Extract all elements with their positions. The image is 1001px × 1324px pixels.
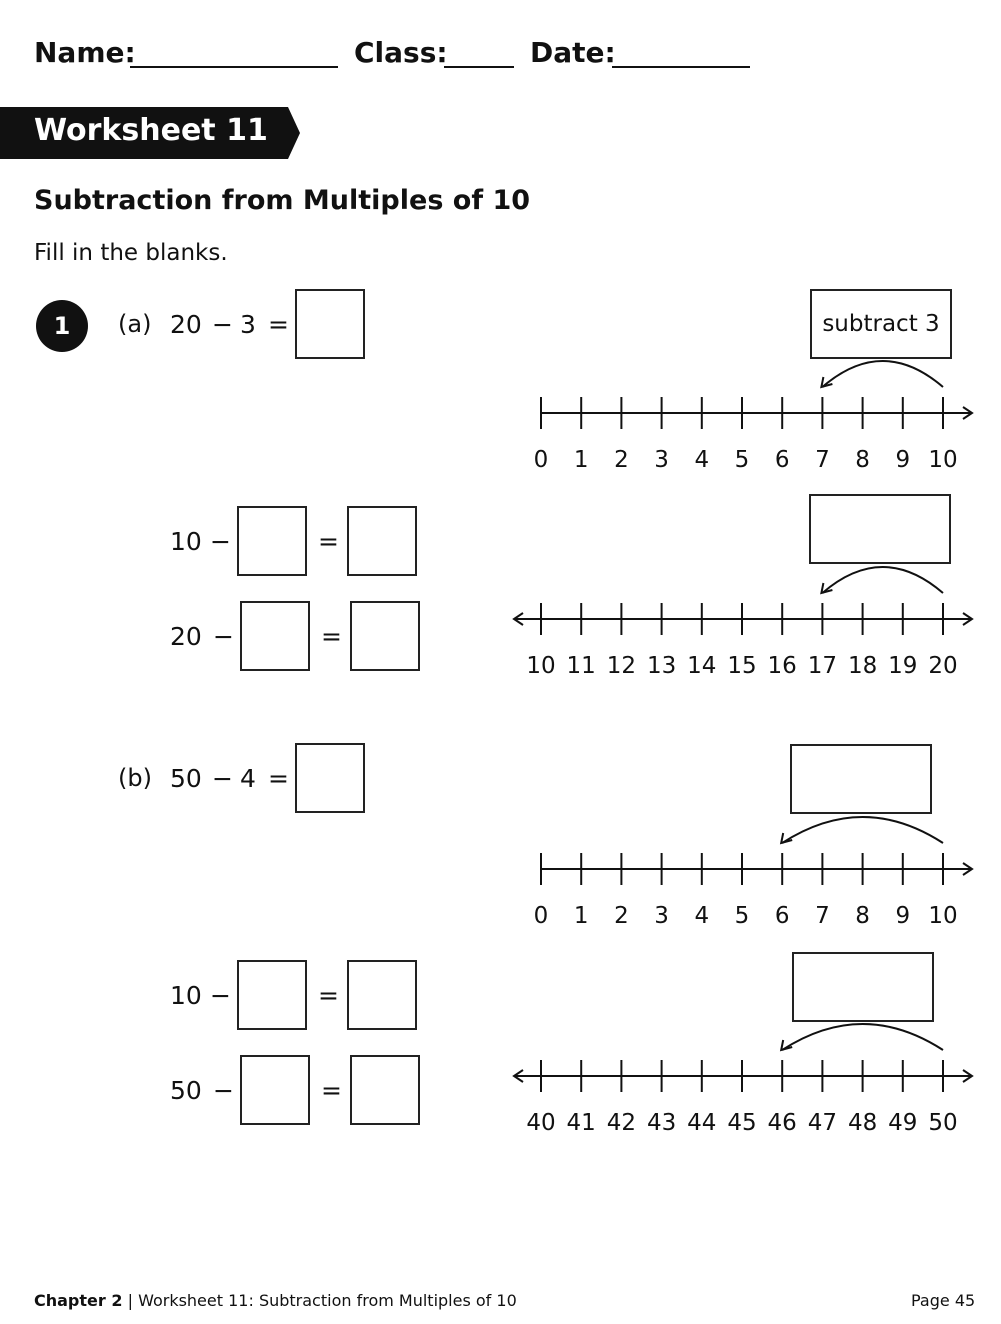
tick-label: 6 [774,903,790,929]
part-b-minus: − [212,764,233,793]
part-b-num-a: 50 [170,764,202,793]
number-line-b2 [514,1024,972,1136]
tick-label: 1 [573,903,589,929]
part-b-equals: = [268,764,289,793]
tick-label: 19 [888,653,918,679]
jump-arc [782,817,943,843]
part-a-equals: = [268,310,289,339]
jump-arc [782,1024,943,1050]
footer-title: Worksheet 11: Subtraction from Multiples of 10 [138,1291,517,1310]
tick-label: 0 [533,903,549,929]
tick-label: 2 [614,447,629,473]
part-a-step2-num: 20 [170,622,202,651]
worksheet-subtitle: Subtraction from Multiples of 10 [34,185,531,216]
tick-label: 7 [815,903,830,929]
footer-left [34,1291,517,1310]
number-line-a2 [514,567,972,679]
number-line-b1 [534,817,972,929]
tick-label: 14 [687,653,717,679]
tick-label: 10 [928,903,958,929]
tick-label: 9 [895,447,911,473]
date-label: Date: [530,36,616,69]
part-a-num-b: 3 [240,310,256,339]
part-a-minus: − [212,310,233,339]
part-a-step1-equals: = [318,527,339,556]
tick-label: 8 [855,447,870,473]
number-line-a1 [534,361,972,473]
class-label: Class: [354,36,448,69]
tick-label: 18 [847,653,878,679]
part-a-step2-minus: − [213,622,234,651]
tick-label: 43 [646,1110,677,1136]
tick-label: 46 [767,1110,797,1136]
instruction-text: Fill in the blanks. [34,240,228,266]
tick-label: 44 [687,1110,717,1136]
tick-label: 49 [888,1110,918,1136]
tick-label: 50 [928,1110,958,1136]
tick-label: 7 [815,447,830,473]
jump-arc [822,361,943,387]
tick-label: 13 [646,653,677,679]
part-b-step2-num: 50 [170,1076,202,1105]
name-label: Name: [34,36,136,69]
footer-separator: | [127,1291,133,1310]
tick-label: 5 [734,447,750,473]
part-b-label: (b) [118,764,152,792]
tick-label: 11 [566,653,596,679]
jump-arc [822,567,943,593]
part-b-step2-minus: − [213,1076,234,1105]
tick-label: 12 [606,653,637,679]
tick-label: 48 [847,1110,878,1136]
tick-label: 9 [895,903,911,929]
part-a-step1-num: 10 [170,527,202,556]
part-b-step1-num: 10 [170,981,202,1010]
tick-label: 41 [566,1110,596,1136]
tick-label: 10 [928,447,958,473]
tick-label: 47 [807,1110,838,1136]
tick-label: 4 [694,903,710,929]
tick-label: 4 [694,447,710,473]
footer-page: Page 45 [911,1291,976,1310]
part-b-step1-minus: − [210,981,231,1010]
part-a-hint-text: subtract 3 [822,311,940,337]
part-a-step2-equals: = [321,622,342,651]
part-b-step1-equals: = [318,981,339,1010]
tick-label: 3 [654,447,669,473]
tick-label: 2 [614,903,629,929]
tick-label: 5 [734,903,750,929]
tick-label: 6 [774,447,790,473]
part-a-num-a: 20 [170,310,202,339]
part-b-num-b: 4 [240,764,256,793]
tick-label: 15 [727,653,757,679]
part-a-label: (a) [118,310,152,338]
part-a-step1-minus: − [210,527,231,556]
tick-label: 20 [928,653,958,679]
worksheet-title: Worksheet 11 [34,113,268,148]
tick-label: 0 [533,447,549,473]
tick-label: 8 [855,903,870,929]
tick-label: 3 [654,903,669,929]
question-number: 1 [53,312,71,340]
tick-label: 40 [526,1110,556,1136]
tick-label: 17 [807,653,838,679]
footer-chapter: Chapter 2 [34,1291,123,1310]
tick-label: 45 [727,1110,757,1136]
tick-label: 1 [573,447,589,473]
part-b-step2-equals: = [321,1076,342,1105]
tick-label: 10 [526,653,556,679]
tick-label: 16 [767,653,797,679]
tick-label: 42 [606,1110,637,1136]
